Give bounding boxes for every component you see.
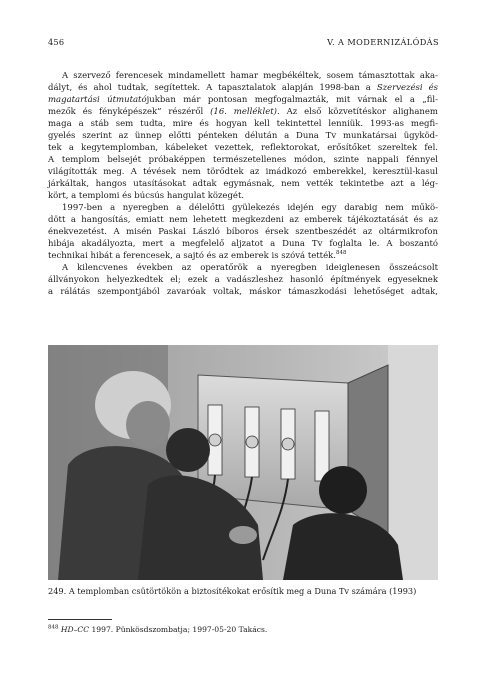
italic-phrase: Szervezési és (376, 83, 438, 93)
body-text (48, 70, 438, 298)
chapter-title: V. A MODERNIZÁLÓDÁS (327, 37, 439, 47)
text-line: gyelés szerint az ünnep előtti pénteken délután a Duna Tv munkatársai ügyköd- (48, 131, 438, 141)
paragraph-2 (48, 202, 438, 262)
figure-caption: 249. A templomban csütörtökön a biztosítékokat erősítik meg a Duna Tv számára (1993) (48, 586, 417, 596)
text-line: kört, a templomi és búcsús hangulat közegét. (48, 191, 245, 201)
text-line-content: technikai hibát a ferencesek, a sajtó és az emberek is szóvá tették. (48, 251, 336, 261)
paragraph-1 (48, 70, 438, 202)
footnote-text: 1997. Pünkösdszombatja; 1997-05-20 Takács. (89, 625, 268, 634)
figure-photo (48, 345, 438, 580)
page-number: 456 (48, 37, 65, 47)
text-line: dött a hangosítás, emiatt nem lehetett megkezdeni az emberek tájékoztatását és az (48, 215, 438, 225)
text-line: A templom belsejét próbaképpen természetellenes módon, szinte nappali fénnyel (48, 155, 438, 165)
footnote-ref[interactable]: 848 (335, 250, 347, 257)
text-line: állványokon helyezkedtek el; ezek a vadászleshez hasonló építmények egyeseknek (48, 275, 438, 285)
text-line: hibája akadályozta, mert a megfelelő aljzatot a Duna Tv foglalta le. A boszantó (48, 239, 438, 249)
text-line: 1997-ben a nyeregben a délelőtti gyülekezés idején egy darabig nem műkö- (62, 203, 438, 213)
text-line: magatartási útmutatójukban már pontosan megfogalmazták, mit várnak el a „fil- (48, 95, 438, 105)
paragraph-3 (48, 262, 438, 298)
photo-illustration (48, 345, 438, 580)
italic-phrase: magatartási útmutató (48, 95, 147, 105)
text-line: világították meg. A tévések nem törődtek az imádkozó emberekkel, keresztül-kasul (48, 167, 438, 177)
text-line: A szervező ferencesek mindamellett hamar megbékéltek, sosem támasztottak aka- (62, 71, 438, 81)
text-line (48, 250, 438, 262)
text-line: A kilencvenes években az operatőrök a nyeregben ideiglenesen összeácsolt (62, 263, 438, 273)
running-head (48, 37, 439, 49)
text-line: dályt, és ahol tudtak, segítettek. A tapasztalatok alapján 1998-ban a Szervezési és (48, 83, 438, 93)
text-line: énekvezetést. A misén Paskai László bíboros érsek szentbeszédét az oltármikrofon (48, 227, 438, 237)
text-line: a rálátás szempontjából zavaróak voltak, máskor támaszkodási lehetőséget adtak, (48, 287, 438, 297)
text-line: mezők és fényképészek” részéről (16. melléklet). Az első közvetítéskor alighanem (48, 107, 438, 117)
footnote-source: HD–CC (60, 625, 90, 634)
italic-phrase: (16. melléklet). (210, 107, 280, 117)
footnote (48, 624, 438, 635)
text-line: maga a stáb sem tudta, mire és hogyan kell tekintettel lenniük. 1993-as megfi- (48, 119, 438, 129)
footnote-number: 848 (48, 624, 59, 631)
text-line: tek a kegytemplomban, kábeleket vezettek, reflektorokat, erősítőket szereltek fel. (48, 143, 438, 153)
text-line: járkáltak, hangos utasításokat adtak egymásnak, nem vették tekintetbe azt a lég- (48, 179, 438, 189)
footnote-separator (48, 619, 112, 620)
